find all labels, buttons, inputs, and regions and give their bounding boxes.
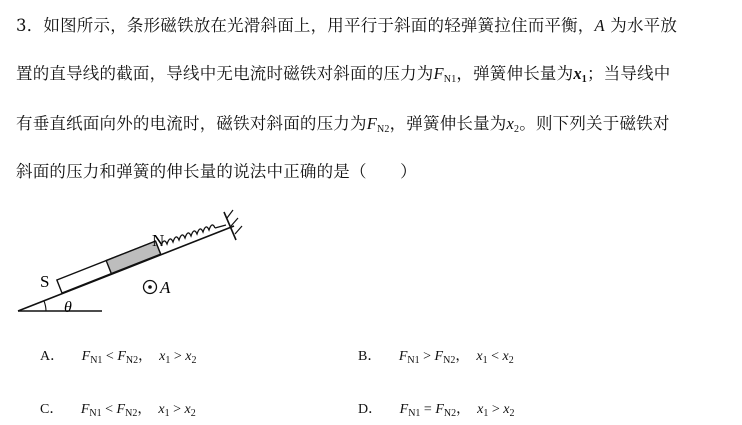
question-text-4: 斜面的压力和弹簧的伸长量的说法中正确的是（ ） bbox=[16, 162, 417, 181]
subscript-1: 1 bbox=[581, 74, 587, 85]
op1: < bbox=[101, 402, 117, 417]
option-d[interactable] bbox=[358, 398, 514, 419]
symbol-F: F bbox=[435, 402, 444, 417]
option-letter: D． bbox=[358, 402, 383, 417]
label-S: S bbox=[40, 272, 50, 291]
symbol-F: F bbox=[399, 402, 409, 417]
question-line-2 bbox=[16, 60, 670, 85]
subscript-N1: N1 bbox=[408, 408, 421, 419]
var-A: A bbox=[594, 16, 605, 35]
option-letter: C． bbox=[40, 402, 64, 417]
subscript-1: 1 bbox=[164, 408, 170, 419]
symbol-F: F bbox=[433, 64, 444, 83]
question-text-3: 有垂直纸面向外的电流时，磁铁对斜面的压力为 bbox=[16, 114, 367, 133]
question-text-3-mid: ，弹簧伸长量为 bbox=[389, 114, 507, 133]
op2: < bbox=[487, 349, 503, 364]
wall-line bbox=[224, 212, 236, 240]
op2: > bbox=[169, 402, 185, 417]
subscript-2: 2 bbox=[509, 408, 515, 419]
subscript-2: 2 bbox=[514, 124, 520, 135]
wire-dot bbox=[148, 285, 152, 289]
symbol-x: x bbox=[573, 64, 582, 83]
question-text-1-end: 为水平放 bbox=[604, 16, 678, 35]
option-c[interactable] bbox=[40, 398, 196, 419]
question-line-3 bbox=[16, 110, 670, 135]
option-math: $F_{N1} > F_{N2}$， $x_1 < x_2$ bbox=[398, 349, 514, 366]
incline-magnet-figure bbox=[0, 190, 260, 320]
angle-arc bbox=[44, 301, 46, 311]
label-N: N bbox=[152, 231, 165, 250]
var-x2 bbox=[507, 114, 520, 133]
option-a[interactable] bbox=[40, 345, 196, 366]
subscript-N1: N1 bbox=[89, 408, 102, 419]
symbol-F: F bbox=[80, 402, 90, 417]
question-text-2-mid: ，弹簧伸长量为 bbox=[456, 64, 574, 83]
symbol-x: x bbox=[476, 349, 483, 364]
subscript-N1: N1 bbox=[90, 355, 103, 366]
subscript-2: 2 bbox=[508, 355, 514, 366]
subscript-N1: N1 bbox=[407, 355, 420, 366]
symbol-F: F bbox=[117, 349, 126, 364]
op1: = bbox=[420, 402, 436, 417]
question-text-1: 如图所示，条形磁铁放在光滑斜面上，用平行于斜面的轻弹簧拉住而平衡， bbox=[43, 16, 595, 35]
question-line-4 bbox=[16, 158, 417, 182]
option-letter: B． bbox=[358, 349, 382, 364]
question-number: 3． bbox=[16, 16, 44, 35]
question-text-2-end: ；当导线中 bbox=[586, 64, 671, 83]
symbol-x: x bbox=[159, 349, 166, 364]
op1: < bbox=[102, 349, 118, 364]
op2: > bbox=[170, 349, 186, 364]
symbol-F: F bbox=[366, 114, 377, 133]
symbol-x: x bbox=[506, 114, 515, 133]
subscript-2: 2 bbox=[190, 408, 196, 419]
symbol-x: x bbox=[477, 402, 484, 417]
spring-end bbox=[215, 225, 226, 228]
hatch-2 bbox=[231, 218, 238, 226]
option-math: $F_{N1} = F_{N2}$， $x_1 > x_2$ bbox=[399, 402, 515, 419]
symbol-F: F bbox=[398, 349, 408, 364]
option-math: $F_{N1} < F_{N2}$， $x_1 > x_2$ bbox=[81, 349, 197, 366]
symbol-x: x bbox=[503, 402, 510, 417]
option-letter: A． bbox=[40, 349, 65, 364]
symbol-x: x bbox=[158, 402, 165, 417]
hatch-1 bbox=[227, 210, 233, 218]
subscript-1: 1 bbox=[482, 355, 488, 366]
subscript-N2: N2 bbox=[376, 124, 390, 135]
var-FN2 bbox=[367, 114, 390, 133]
option-math: $F_{N1} < F_{N2}$， $x_1 > x_2$ bbox=[80, 402, 196, 419]
symbol-F: F bbox=[81, 349, 91, 364]
subscript-N2: N2 bbox=[125, 408, 138, 419]
hatch-3 bbox=[235, 226, 242, 234]
question-text-3-end: 。则下列关于磁铁对 bbox=[519, 114, 670, 133]
var-x1 bbox=[573, 64, 587, 83]
symbol-x: x bbox=[502, 349, 509, 364]
subscript-2: 2 bbox=[191, 355, 197, 366]
subscript-N2: N2 bbox=[443, 408, 457, 419]
question-text-2: 置的直导线的截面，导线中无电流时磁铁对斜面的压力为 bbox=[16, 64, 434, 83]
spring bbox=[161, 225, 215, 246]
bar-magnet bbox=[57, 241, 161, 293]
symbol-x: x bbox=[184, 402, 191, 417]
subscript-N1: N1 bbox=[443, 74, 457, 85]
subscript-1: 1 bbox=[165, 355, 171, 366]
subscript-N2: N2 bbox=[443, 355, 456, 366]
op2: > bbox=[488, 402, 504, 417]
op1: > bbox=[419, 349, 435, 364]
symbol-F: F bbox=[116, 402, 126, 417]
label-A: A bbox=[160, 278, 171, 297]
var-FN1 bbox=[434, 64, 457, 83]
question-line-1 bbox=[16, 12, 677, 36]
symbol-F: F bbox=[434, 349, 444, 364]
subscript-1: 1 bbox=[483, 408, 489, 419]
theta-label: θ bbox=[64, 299, 72, 316]
option-b[interactable] bbox=[358, 345, 514, 366]
symbol-x: x bbox=[185, 349, 192, 364]
subscript-N2: N2 bbox=[125, 355, 139, 366]
